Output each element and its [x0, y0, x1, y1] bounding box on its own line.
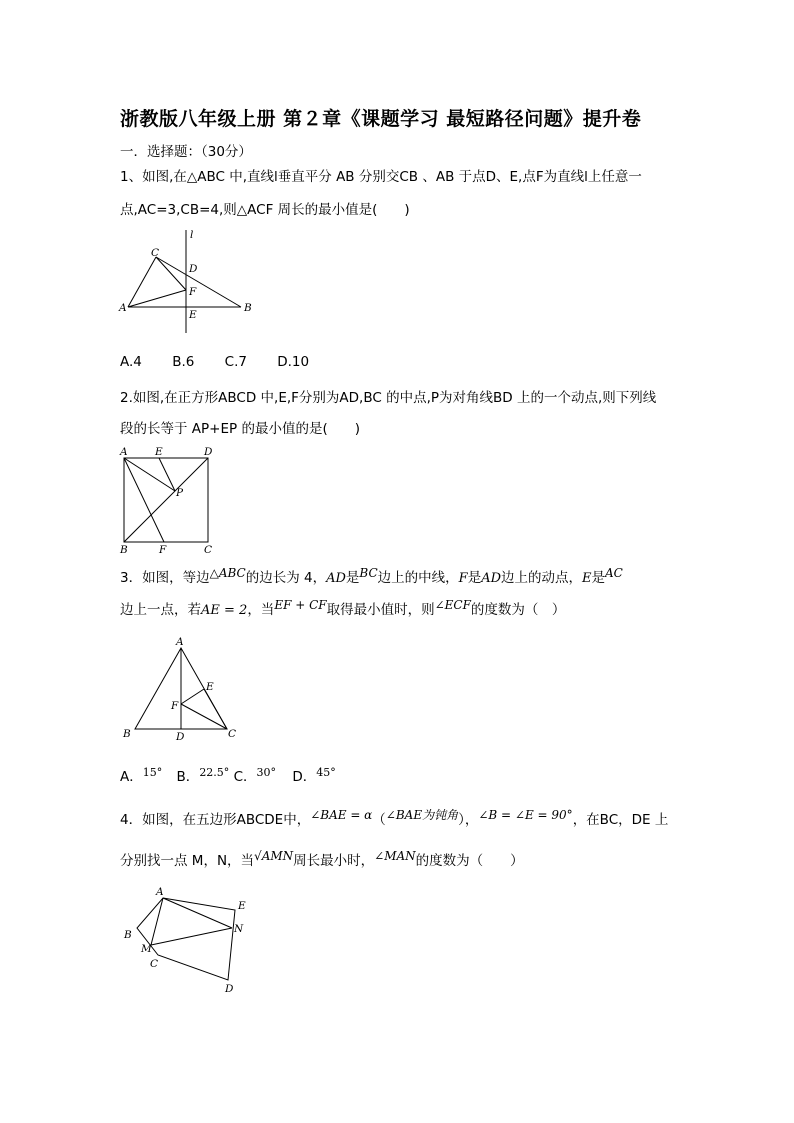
q3-ad2: AD: [481, 571, 501, 586]
q3-t2: 的边长为 4，: [245, 570, 327, 586]
q3-triangle-abc: △ABC: [209, 566, 246, 580]
q1-label-b: B: [244, 302, 252, 314]
q3-ef-cf: EF + CF: [274, 598, 327, 612]
q1-text-line1: 1、如图,在△ABC 中,直线l垂直平分 AB 分别交CB 、AB 于点D、E,点F为直线l上任意一: [120, 169, 642, 185]
q4-label-d: D: [225, 983, 234, 995]
q3-option-c-value: 30°: [256, 766, 277, 779]
q1-label-f: F: [189, 286, 197, 298]
q3-option-a-letter: A．: [120, 769, 143, 785]
q2-label-d: D: [204, 446, 213, 458]
section-heading: 一．选择题：（30分）: [120, 144, 252, 160]
q3-t5: 是: [467, 570, 482, 586]
q3-bc: BC: [359, 566, 378, 580]
page-title: 浙教版八年级上册 第２章《课题学习 最短路径问题》提升卷: [120, 108, 642, 130]
q4-t5: 分别找一点 M，N，当: [120, 853, 255, 869]
q2-label-a: A: [120, 446, 128, 458]
q4-label-b: B: [124, 929, 132, 941]
q4-label-c: C: [150, 958, 159, 970]
q1-label-a: A: [119, 302, 127, 314]
q4-triangle-amn: √AMN: [254, 849, 294, 863]
q3-t3: 是: [345, 570, 360, 586]
q3-t6: 边上的动点，: [501, 570, 582, 586]
q1-label-l: l: [190, 229, 194, 241]
q3-label-b: B: [123, 728, 131, 740]
q2-label-f: F: [159, 544, 167, 556]
q1-option-a[interactable]: A.4: [120, 354, 142, 370]
q3-t4: 边上的中线，: [377, 570, 459, 586]
q1-option-d[interactable]: D.10: [277, 354, 310, 370]
q1-label-e: E: [189, 309, 197, 321]
q3-t9: ，当: [247, 602, 275, 618]
q3-label-c: C: [228, 728, 237, 740]
q3-ae-eq: AE = 2: [201, 603, 248, 618]
q3-ac: AC: [605, 566, 623, 580]
q3-t11: 的度数为（ ）: [470, 602, 566, 618]
q3-ad: AD: [326, 571, 346, 586]
q4-label-m: M: [141, 943, 152, 955]
q3-option-a-value: 15°: [142, 766, 163, 779]
q4-t2: （: [372, 812, 386, 828]
q4-label-a: A: [156, 886, 164, 898]
q4-t6: 周长最小时，: [293, 853, 375, 869]
q1-option-c[interactable]: C.7: [224, 354, 247, 370]
q3-f: F: [458, 571, 468, 586]
q4-t3: ），: [458, 812, 479, 828]
q4-angle-man: ∠MAN: [374, 849, 416, 863]
q1-label-d: D: [189, 263, 198, 275]
q3-e: E: [582, 571, 592, 586]
q4-label-e: E: [238, 900, 246, 912]
q3-option-c-letter: C．: [233, 769, 257, 785]
q2-label-b: B: [120, 544, 128, 556]
q3-t7: 是: [591, 570, 605, 586]
q4-segment-an: [163, 898, 232, 928]
q4-t7: 的度数为（ ）: [415, 853, 524, 869]
q4-obtuse: ∠BAE为钝角: [385, 808, 459, 822]
q3-option-d-value: 45°: [316, 766, 336, 779]
q3-t10: 取得最小值时，则: [326, 602, 435, 618]
q2-label-c: C: [204, 544, 213, 556]
q4-t1: 4．如图，在五边形ABCDE中，: [120, 812, 311, 828]
q4-t4: ，在BC，DE 上: [572, 812, 669, 828]
q3-label-a: A: [176, 636, 184, 648]
q2-label-p: P: [176, 487, 184, 499]
q2-text-line1: 2.如图,在正方形ABCD 中,E,F分别为AD,BC 的中点,P为对角线BD 上的一个动点,则下列线: [120, 390, 657, 406]
q4-angle-bae: ∠BAE = α: [310, 808, 373, 822]
q4-segment-mn: [151, 928, 232, 945]
q3-t8: 边上一点，若: [120, 602, 201, 618]
q1-label-c: C: [151, 247, 160, 259]
q3-option-b-value: 22.5°: [199, 766, 230, 779]
q2-text-line2: 段的长等于 AP+EP 的最小值的是( ): [120, 421, 360, 437]
q2-label-e: E: [155, 446, 163, 458]
q1-text-line2: 点,AC=3,CB=4,则△ACF 周长的最小值是( ): [120, 202, 410, 218]
q3-option-b-letter: B．: [176, 769, 200, 785]
q3-label-e: E: [206, 681, 214, 693]
q3-angle-ecf: ∠ECF: [434, 598, 471, 612]
q4-right-angles: ∠B = ∠E = 90°: [478, 808, 573, 822]
q3-option-d-letter: D．: [292, 769, 317, 785]
q1-option-b[interactable]: B.6: [172, 354, 195, 370]
q3-label-f: F: [171, 700, 179, 712]
q3-t1: 3．如图，等边: [120, 570, 210, 586]
q4-label-n: N: [234, 923, 244, 935]
q3-label-d: D: [176, 731, 185, 743]
